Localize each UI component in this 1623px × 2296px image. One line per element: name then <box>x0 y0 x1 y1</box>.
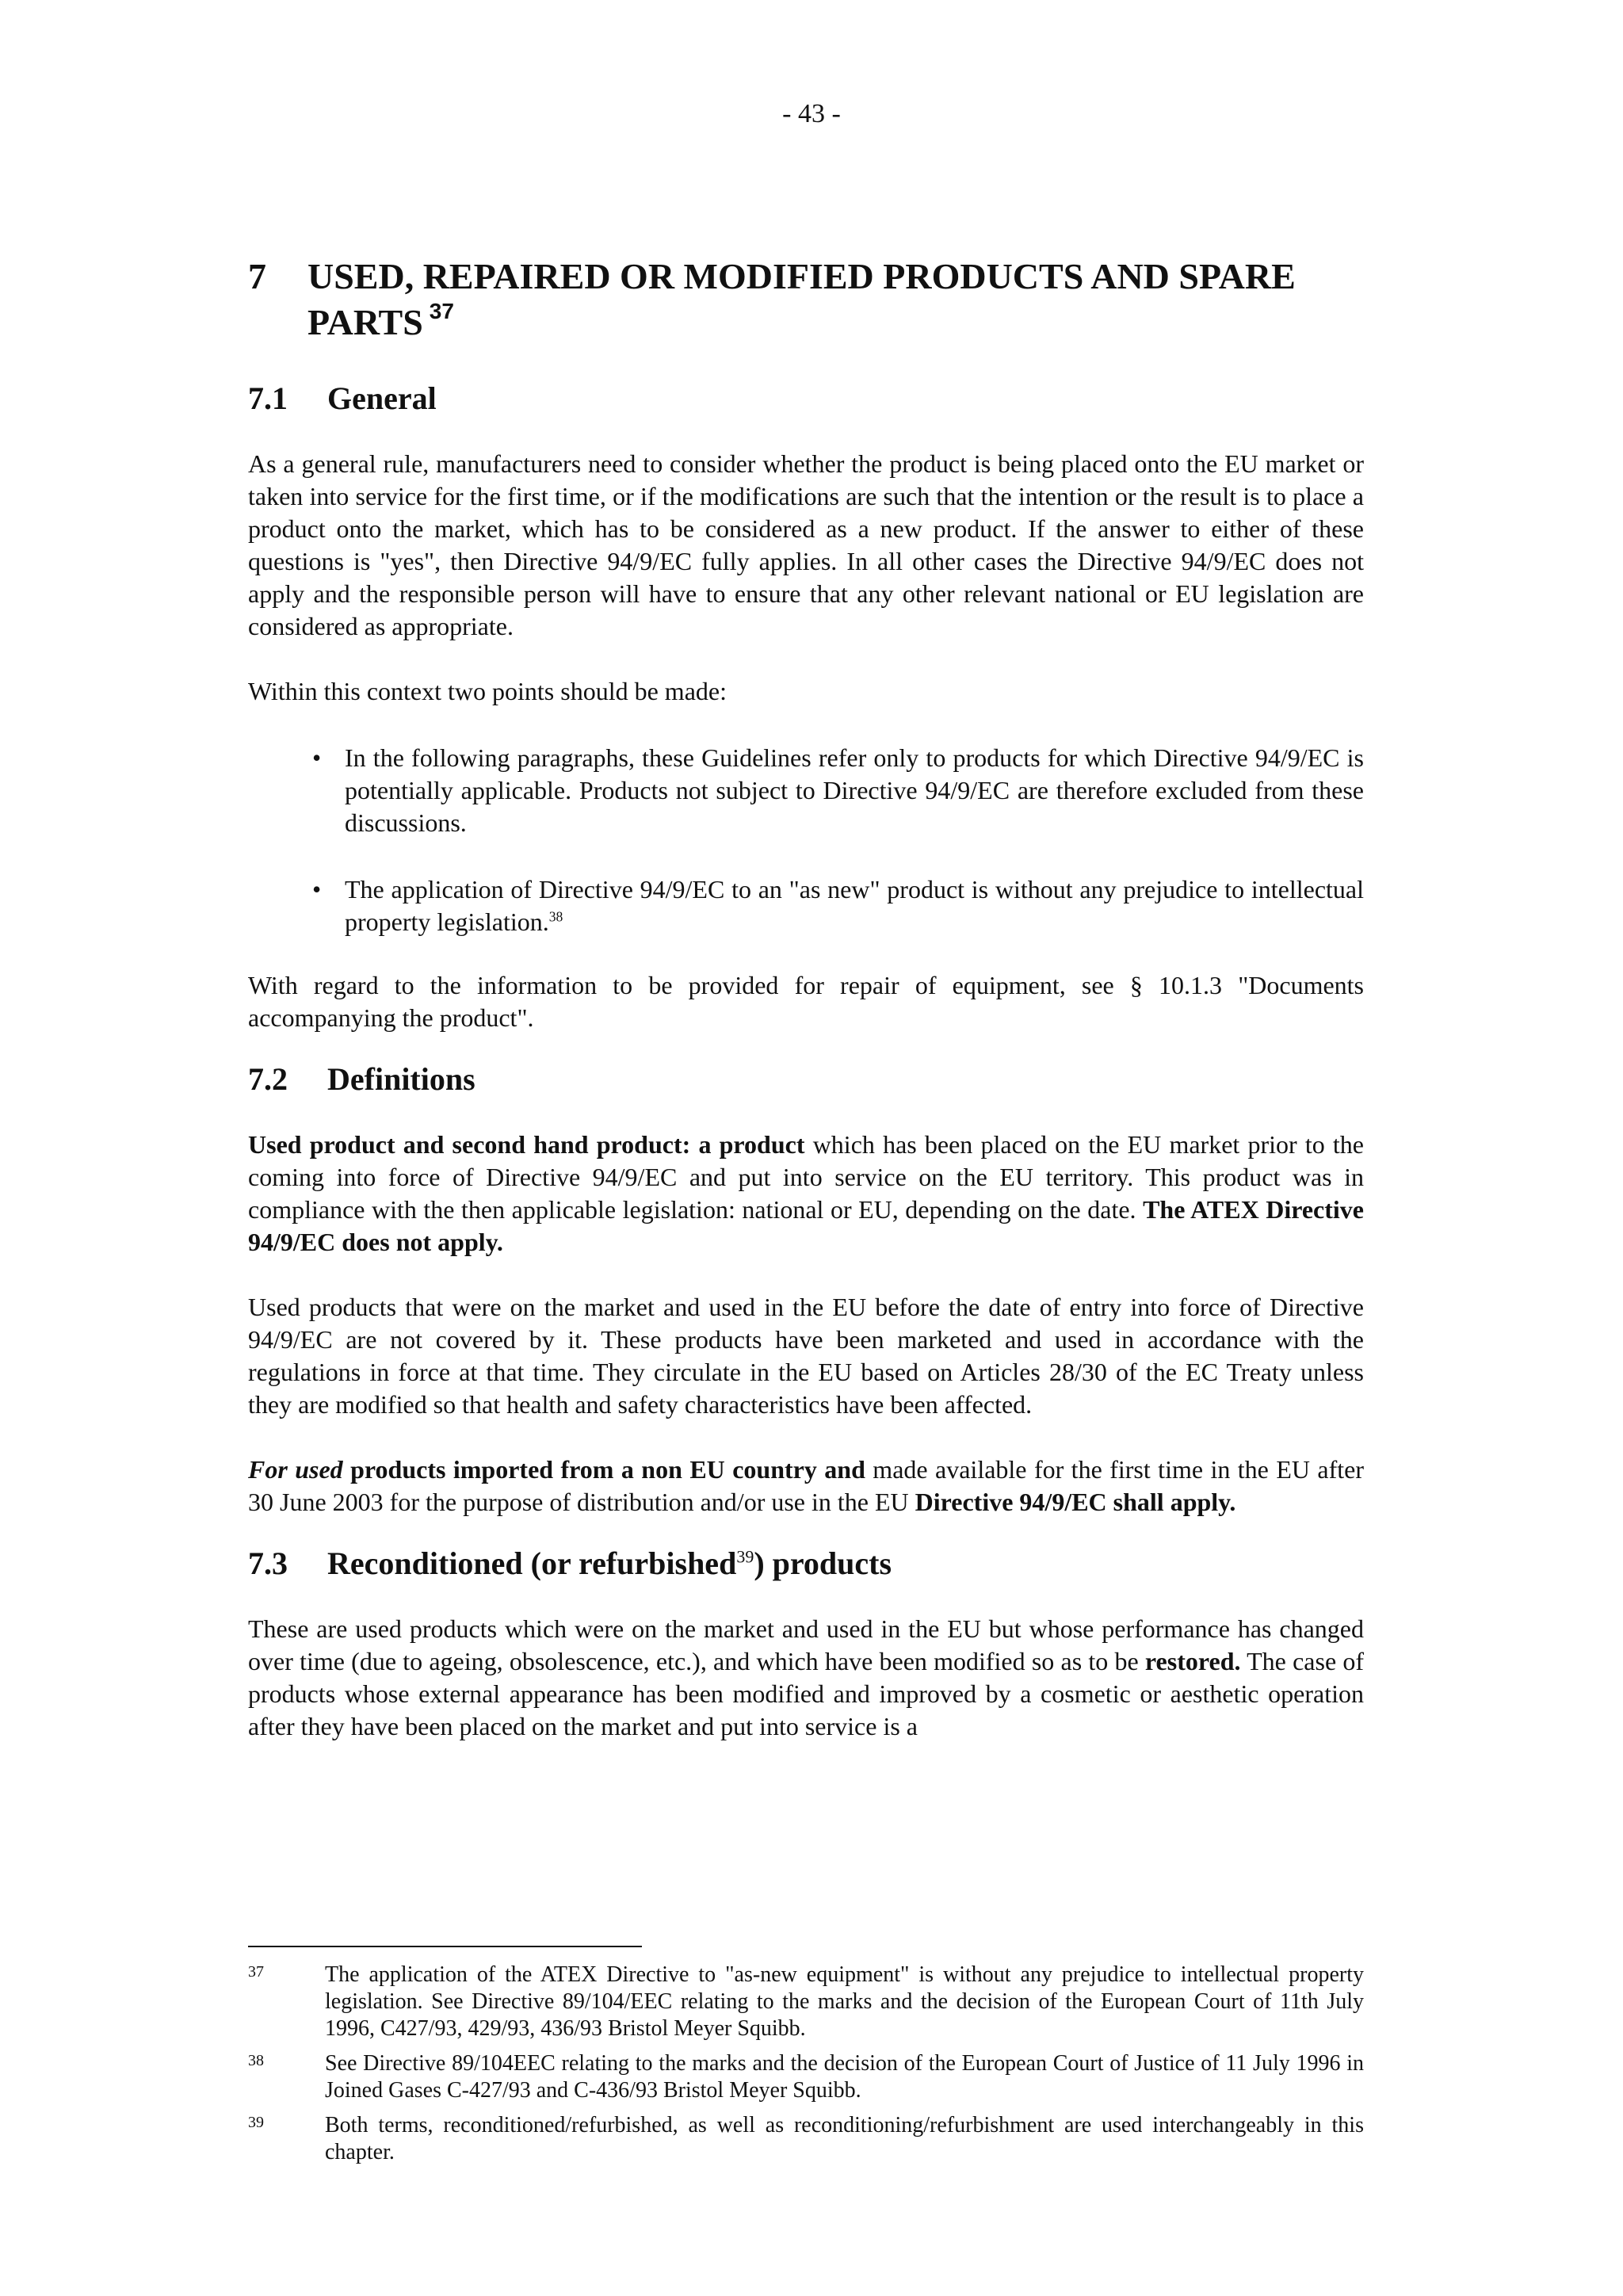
list-item <box>248 742 1364 839</box>
bullet-text: The application of Directive 94/9/EC to an "as new" product is without any prejudice to intellectual property legislation. <box>345 875 1364 936</box>
section-7-1-heading <box>248 379 1364 418</box>
footnote-text: The application of the ATEX Directive to "as-new equipment" is without any prejudice to intellectual property legislation. See Directive 89/104/EEC relating to the marks and the decision of the European Court of 11th July 1996, C427/93, 429/93, 436/93 Bristol Meyer Squibb. <box>325 1962 1364 2041</box>
section-7-3-heading <box>248 1544 1364 1584</box>
section-title <box>327 1544 892 1584</box>
footnote-text: Both terms, reconditioned/refurbished, as well as reconditioning/refurbishment are used interchangeably in this chapter. <box>325 2113 1364 2164</box>
bullet-icon: • <box>312 743 322 772</box>
footnote-number: 39 <box>248 2114 264 2131</box>
paragraph-text: The case of products whose external appearance has been modified and improved by a cosmetic or aesthetic operation after they have been placed on the market and put into service is a <box>248 1647 1365 1740</box>
s71-paragraph-1: As a general rule, manufacturers need to consider whether the product is being placed onto the EU market or taken into service for the first time, or if the modifications are such that the intention or the result is to place a product onto the market, which has to be considered as a new product. If the answer to either of these questions is "yes", then Directive 94/9/EC fully applies. In all other cases the Directive 94/9/EC does not apply and the responsible person will have to ensure that any other relevant national or EU legislation are considered as appropriate. <box>248 449 1364 640</box>
page-number: - 43 - <box>782 99 841 128</box>
footnote-38 <box>248 2050 1364 2104</box>
footnotes <box>248 1962 1364 2166</box>
s71-paragraph-2: Within this context two points should be made: <box>248 677 727 705</box>
emphasis-bold-2: Directive 94/9/EC shall apply. <box>915 1488 1236 1516</box>
s72-paragraph-2: Used products that were on the market and used in the EU before the date of entry into force of Directive 94/9/EC are not covered by it. These products have been marketed and used in accordance with the regulations in force at that time. They circulate in the EU based on Articles 28/30 of the EC Treaty unless they are modified so that health and safety characteristics have been affected. <box>248 1293 1364 1419</box>
section-number: 7.3 <box>248 1545 288 1581</box>
section-title: General <box>327 380 437 416</box>
chapter-footnote-ref[interactable]: 37 <box>429 299 454 323</box>
footnote-ref-38[interactable]: 38 <box>548 908 563 925</box>
footnote-39 <box>248 2112 1364 2166</box>
section-7-2-heading <box>248 1060 1364 1099</box>
main-content <box>248 254 1364 1743</box>
emphasis-italic: For used <box>248 1455 343 1484</box>
definition-term: Used product and second hand product: a product <box>248 1130 805 1159</box>
footnote-text: See Directive 89/104EEC relating to the marks and the decision of the European Court of Justice of 11 July 1996 in Joined Gases C-427/93 and C-436/93 Bristol Meyer Squibb. <box>325 2051 1364 2103</box>
s71-paragraph-3: With regard to the information to be provided for repair of equipment, see § 10.1.3 "Documents accompanying the product". <box>248 971 1364 1032</box>
chapter-title <box>307 254 1296 350</box>
emphasis-bold-1: products imported from a non EU country and <box>342 1455 865 1484</box>
section-title: Definitions <box>327 1061 475 1097</box>
section-number: 7.1 <box>248 380 288 416</box>
emphasis-bold: restored. <box>1144 1647 1241 1675</box>
chapter-number: 7 <box>248 256 266 296</box>
footnote-divider <box>248 1946 642 1947</box>
chapter-heading <box>248 254 1364 350</box>
paragraph-text: made available for the first time in the EU after 30 June 2003 for the purpose of distribution and/or use in the EU <box>248 1455 1365 1516</box>
section-title-part: ) products <box>754 1545 892 1581</box>
chapter-title-line2: PARTS <box>307 302 423 342</box>
section-number: 7.2 <box>248 1061 288 1097</box>
s72-paragraph-3 <box>248 1454 1364 1519</box>
footnote-number: 37 <box>248 1963 264 1981</box>
s71-bullet-list <box>248 742 1364 938</box>
list-item <box>248 873 1364 938</box>
chapter-title-line1: USED, REPAIRED OR MODIFIED PRODUCTS AND SPARE <box>307 256 1296 296</box>
bullet-icon: • <box>312 875 322 904</box>
footnote-ref-39[interactable]: 39 <box>736 1546 754 1567</box>
s73-paragraph-1 <box>248 1613 1364 1743</box>
footnote-number: 38 <box>248 2052 264 2069</box>
s72-paragraph-1 <box>248 1129 1364 1259</box>
definition-text: which has been placed on the EU market prior to the coming into force of Directive 94/9/EC and put into service on the EU territory. This product was in compliance with the then applicable legislation: national or EU, depending on the date. <box>248 1130 1365 1224</box>
definition-conclusion: The ATEX Directive 94/9/EC does not apply. <box>248 1195 1365 1256</box>
footnote-37 <box>248 1962 1364 2042</box>
bullet-text: In the following paragraphs, these Guidelines refer only to products for which Directive 94/9/EC is potentially applicable. Products not subject to Directive 94/9/EC are therefore excluded from these discussions. <box>345 743 1364 837</box>
paragraph-text: These are used products which were on the market and used in the EU but whose performance has changed over time (due to ageing, obsolescence, etc.), and which have been modified so as to be <box>248 1614 1364 1675</box>
section-title-part: Reconditioned (or refurbished <box>327 1545 737 1581</box>
